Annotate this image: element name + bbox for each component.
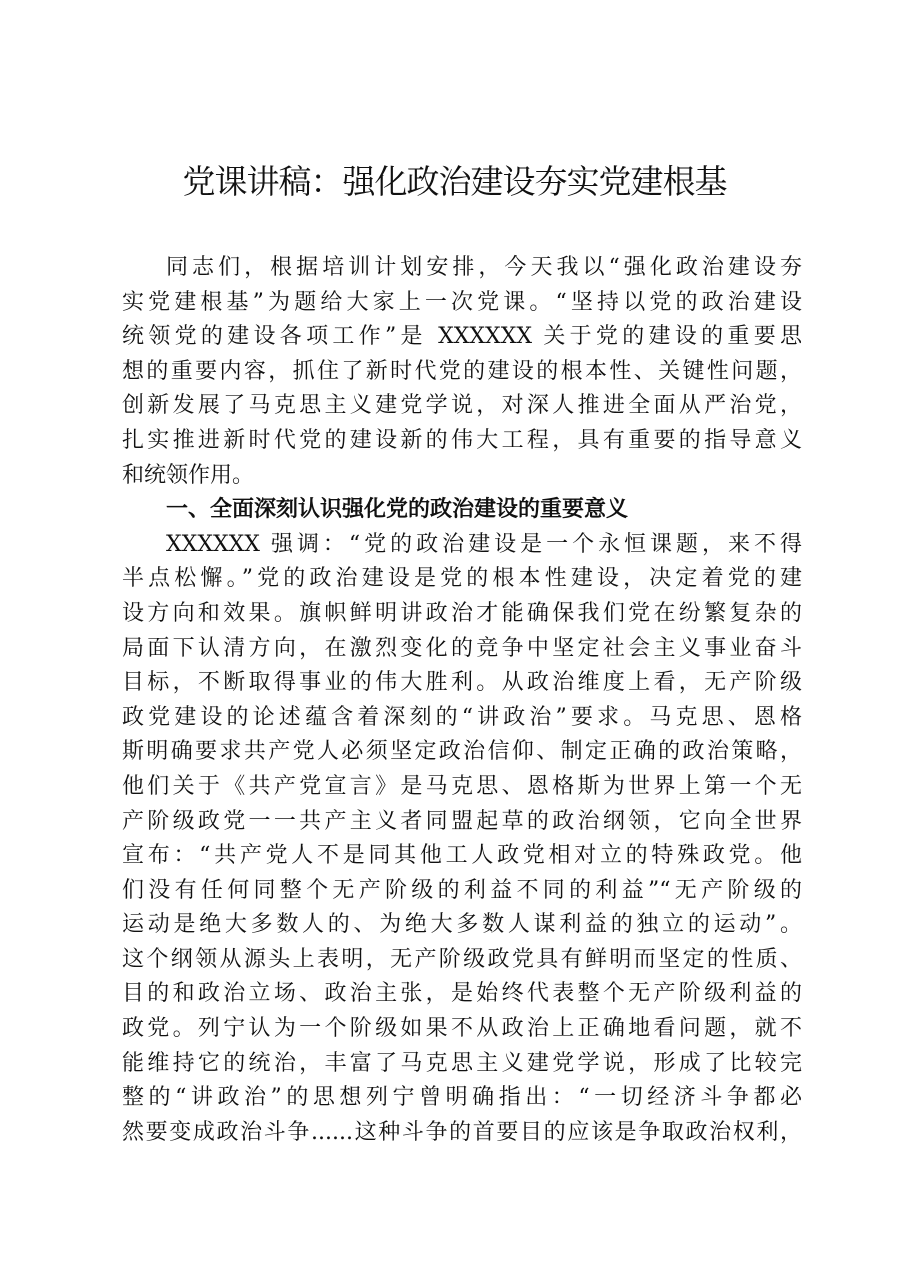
section-heading: 一、全面深刻认识强化党的政治建设的重要意义 [166,497,629,523]
paragraph-line: 运动是绝大多数人的、为绝大多数人谋利益的独立的运动”。 [122,912,802,938]
paragraph-line: 和统领作用。 [122,462,255,488]
document-body [122,251,802,1150]
paragraph-line: 目的和政治立场、政治主张，是始终代表整个无产阶级利益的 [122,981,802,1007]
paragraph-line: 同志们，根据培训计划安排，今天我以“强化政治建设夯 [166,255,802,280]
paragraph-line: 产阶级政党一一共产主义者同盟起草的政治纲领，它向全世界 [122,808,802,834]
paragraph-line: 他们关于《共产党宣言》是马克思、恩格斯为世界上第一个无 [122,773,802,799]
paragraph-line: 统领党的建设各项工作”是 XXXXXX 关于党的建设的重要思 [122,324,802,350]
paragraph-line: 然要变成政治斗争......这种斗争的首要目的应该是争取政治权利， [122,1119,802,1145]
paragraph-line: XXXXXX 强调：“党的政治建设是一个永恒课题，来不得 [166,531,802,557]
paragraph-line: 斯明确要求共产党人必须坚定政治信仰、制定正确的政治策略， [122,739,802,765]
paragraph-intro [122,251,802,493]
paragraph-line: 们没有任何同整个无产阶级的利益不同的利益”“无产阶级的 [122,877,802,903]
paragraph-line: 目标，不断取得事业的伟大胜利。从政治维度上看，无产阶级 [122,670,802,696]
paragraph-section1 [122,528,802,1151]
paragraph-line: 局面下认清方向，在激烈变化的竞争中坚定社会主义事业奋斗 [122,635,802,661]
paragraph-line: 扎实推进新时代党的建设新的伟大工程，具有重要的指导意义 [122,427,802,453]
paragraph-line: 这个纲领从源头上表明，无产阶级政党具有鲜明而坚定的性质、 [122,946,802,972]
paragraph-line: 设方向和效果。旗帜鲜明讲政治才能确保我们党在纷繁复杂的 [122,600,802,626]
paragraph-line: 能维持它的统治，丰富了马克思主义建党学说，形成了比较完 [122,1050,802,1076]
paragraph-line: 政党。列宁认为一个阶级如果不从政治上正确地看问题，就不 [122,1016,802,1042]
paragraph-line: 宣布：“共产党人不是同其他工人政党相对立的特殊政党。他 [122,843,802,869]
document-title: 党课讲稿：强化政治建设夯实党建根基 [182,162,727,201]
paragraph-line: 政党建设的论述蕴含着深刻的“讲政治”要求。马克思、恩格 [122,704,802,730]
paragraph-line: 想的重要内容，抓住了新时代党的建设的根本性、关键性问题， [122,358,802,384]
paragraph-line: 创新发展了马克思主义建党学说，对深人推进全面从严治党， [122,393,802,419]
paragraph-line: 整的“讲政治”的思想列宁曾明确指出：“一切经济斗争都必 [122,1085,802,1111]
paragraph-line: 实党建根基”为题给大家上一次党课。“坚持以党的政治建设 [122,289,802,315]
paragraph-line: 半点松懈。”党的政治建设是党的根本性建设，决定着党的建 [122,566,802,592]
